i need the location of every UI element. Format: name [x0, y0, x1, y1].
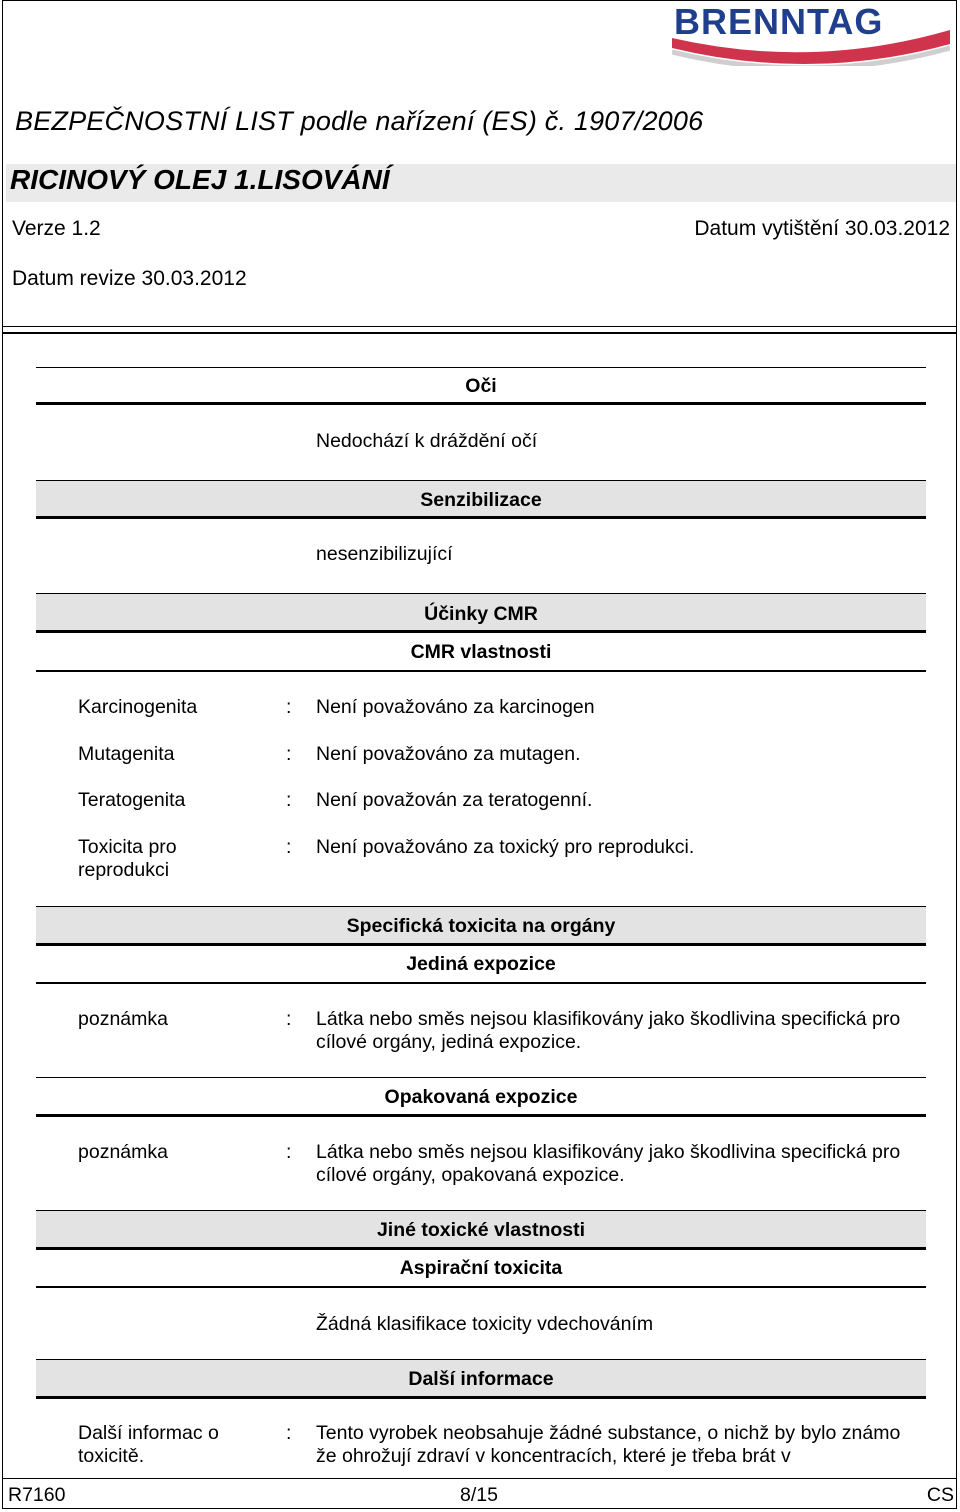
cmr-label-mutagenicity: Mutagenita [78, 743, 175, 765]
section-eyes-header: Oči [36, 367, 926, 405]
footer-language: CS [926, 1484, 954, 1506]
section-stot-header: Specifická toxicita na orgány [36, 906, 926, 946]
cmr-label-reproductive-toxicity: Toxicita pro reprodukci [78, 836, 177, 881]
cmr-value-mutagenicity: Není považováno za mutagen. [316, 743, 581, 765]
cmr-label-teratogenicity: Teratogenita [78, 789, 186, 811]
section-further-header: Další informace [36, 1359, 926, 1399]
logo-text: BRENNTAG [674, 1, 884, 42]
colon: : [286, 789, 292, 811]
version-label: Verze 1.2 [12, 217, 101, 240]
stot-repeated-label: poznámka [78, 1141, 168, 1163]
header-rule-thick [3, 332, 957, 334]
cmr-value-teratogenicity: Není považován za teratogenní. [316, 789, 593, 811]
aspiration-subtitle: Aspirační toxicita [36, 1253, 926, 1288]
further-value: Tento vyrobek neobsahuje žádné substance, o nichž by bylo známo že ohrožují zdraví v koncentracích, které je třeba brát v [316, 1422, 901, 1467]
stot-single-label: poznámka [78, 1008, 168, 1030]
section-cmr-header: Účinky CMR [36, 593, 926, 633]
colon: : [286, 1422, 292, 1444]
eyes-text: Nedochází k dráždění očí [316, 430, 538, 452]
revision-date: Datum revize 30.03.2012 [12, 267, 247, 290]
cmr-value-carcinogenicity: Není považováno za karcinogen [316, 696, 595, 718]
colon: : [286, 1008, 292, 1030]
colon: : [286, 696, 292, 718]
print-date: Datum vytištění 30.03.2012 [694, 217, 950, 240]
colon: : [286, 743, 292, 765]
cmr-value-reproductive-toxicity: Není považováno za toxický pro reprodukci. [316, 836, 695, 858]
document-title: BEZPEČNOSTNÍ LIST podle nařízení (ES) č. 1907/2006 [15, 106, 704, 136]
product-name: RICINOVÝ OLEJ 1.LISOVÁNÍ [10, 164, 390, 195]
section-other-tox-header: Jiné toxické vlastnosti [36, 1210, 926, 1250]
further-label: Další informac o toxicitě. [78, 1422, 219, 1467]
stot-single-subtitle: Jediná expozice [36, 949, 926, 984]
colon: : [286, 836, 292, 858]
stot-repeated-value: Látka nebo směs nejsou klasifikovány jako škodlivina specifická pro cílové orgány, opakovaná expozice. [316, 1141, 901, 1186]
cmr-label-carcinogenicity: Karcinogenita [78, 696, 198, 718]
sensitization-text: nesenzibilizující [316, 543, 453, 565]
stot-single-value: Látka nebo směs nejsou klasifikovány jako škodlivina specifická pro cílové orgány, jediná expozice. [316, 1008, 901, 1053]
footer-code: R7160 [8, 1484, 66, 1506]
page-number: 8/15 [460, 1484, 498, 1506]
colon: : [286, 1141, 292, 1163]
brenntag-logo [672, 0, 950, 66]
aspiration-text: Žádná klasifikace toxicity vdechováním [316, 1313, 654, 1335]
section-sensitization-header: Senzibilizace [36, 480, 926, 519]
cmr-subtitle: CMR vlastnosti [36, 637, 926, 672]
header-rule [3, 326, 957, 327]
stot-repeated-header: Opakovaná expozice [36, 1077, 926, 1117]
footer-rule [3, 1478, 957, 1479]
